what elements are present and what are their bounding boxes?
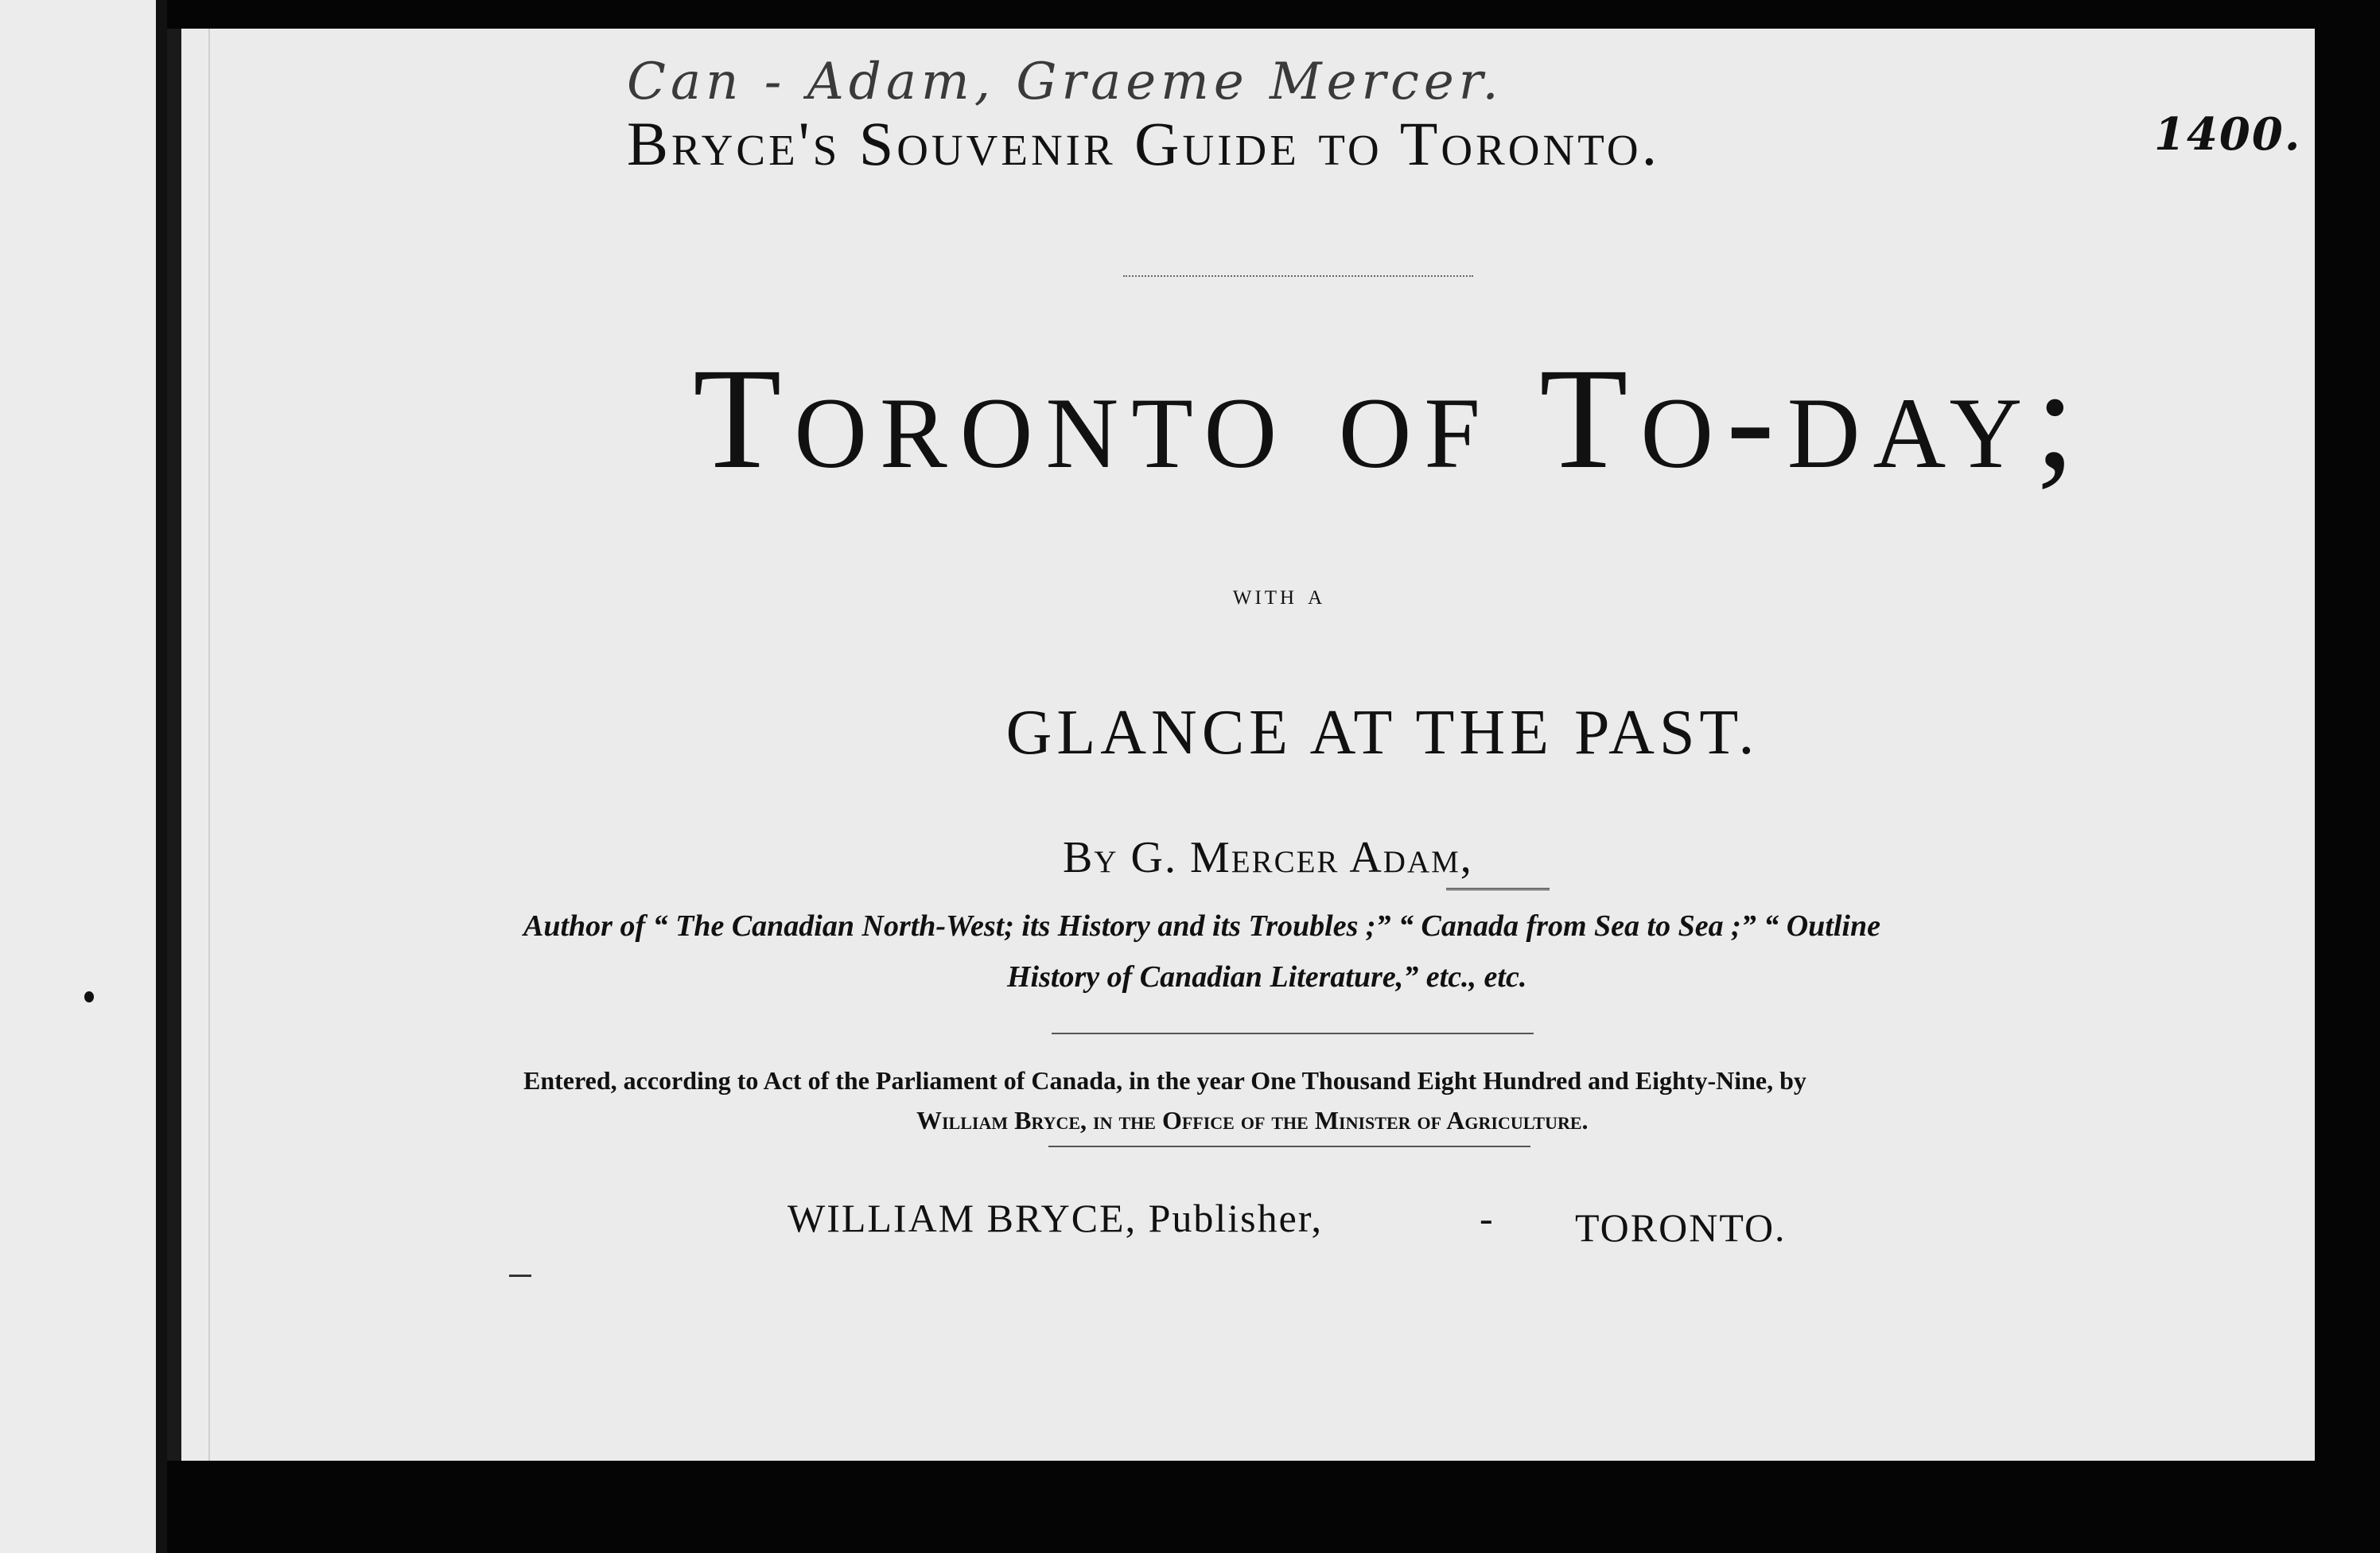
connector-text: with a (1232, 578, 1326, 610)
imprint-publisher: WILLIAM BRYCE, Publisher, (788, 1196, 1323, 1240)
imprint-separator: - (1480, 1196, 1493, 1240)
author-line: By G. Mercer Adam, (1063, 833, 1473, 882)
author-credits-line-2: History of Canadian Literature,” etc., etc. (1007, 960, 1527, 994)
author-underline (1446, 888, 1550, 890)
handwritten-number: 1400. (2154, 108, 2302, 161)
margin-mark (509, 1275, 531, 1277)
imprint-city: TORONTO. (1575, 1205, 1787, 1250)
handwritten-catalog-note: Can - Adam, Graeme Mercer. (627, 53, 1503, 111)
title-page (167, 29, 2315, 1461)
copyright-line-2: William Bryce, in the Office of the Minister of Agriculture. (916, 1106, 1589, 1135)
facing-page (0, 0, 156, 1553)
divider-rule (1052, 1033, 1534, 1034)
series-title: Bryce's Souvenir Guide to Toronto. (627, 109, 1661, 178)
author-credits-line-1: Author of “ The Canadian North-West; its History and its Troubles ;” “ Canada from Sea to Sea ;” “ Outline (523, 909, 1880, 943)
ink-spot (84, 991, 94, 1002)
ornament-rule-top (1123, 275, 1473, 277)
copyright-rule (1048, 1146, 1530, 1147)
subtitle: GLANCE AT THE PAST. (1005, 698, 1760, 768)
copyright-line-1: Entered, according to Act of the Parliament of Canada, in the year One Thousand Eight Hundred and Eighty-Nine, by (523, 1066, 1806, 1095)
book-gutter (156, 0, 167, 1553)
page-edge-line (208, 29, 210, 1461)
main-title: Toronto of To-day; (693, 339, 2088, 499)
